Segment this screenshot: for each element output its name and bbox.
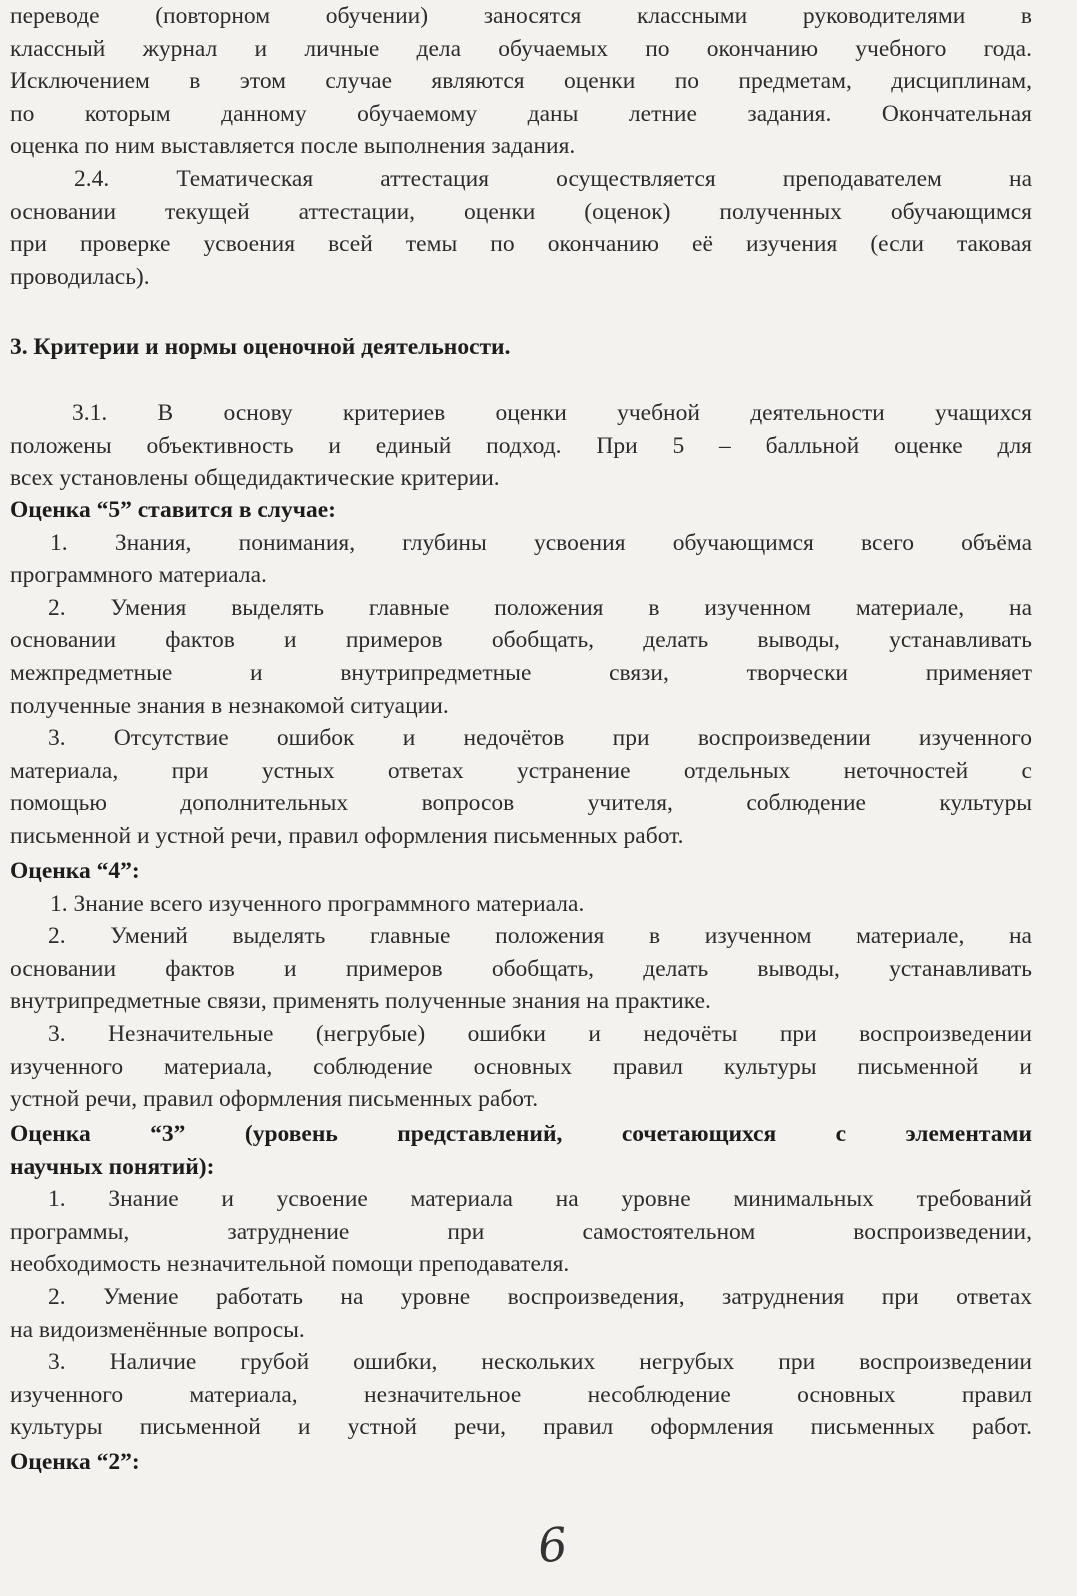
text-line: при проверке усвоения всей темы по окончанию её изучения (если таковая xyxy=(10,231,1032,258)
text-line: положены объективность и единый подход. При 5 – балльной оценке для xyxy=(10,432,1032,459)
paragraph-2-4 xyxy=(10,163,1032,293)
grade-2-title: Оценка “2”: xyxy=(10,1449,140,1475)
text-line: классный журнал и личные дела обучаемых по окончанию учебного года. xyxy=(10,35,1032,62)
list-item: 1. Знание всего изученного программного материала. xyxy=(50,890,585,917)
text-line: Исключением в этом случае являются оценки по предметам, дисциплинам, xyxy=(10,68,1032,95)
list-item-cont: программного материала. xyxy=(10,562,267,589)
list-item-cont: изученного материала, соблюдение основных правил культуры письменной и xyxy=(10,1053,1032,1080)
list-item-cont: на видоизменённые вопросы. xyxy=(10,1316,305,1343)
text-line: 2.4. Тематическая аттестация осуществляется преподавателем на xyxy=(74,166,1032,192)
grade-5-title: Оценка “5” ставится в случае: xyxy=(10,497,337,523)
grade-3-title-cont: научных понятий): xyxy=(10,1153,215,1180)
list-item-cont: устной речи, правил оформления письменных работ. xyxy=(10,1086,539,1113)
list-item: 3. Наличие грубой ошибки, нескольких негрубых при воспроизведении xyxy=(48,1349,1032,1376)
text-line: переводе (повторном обучении) заносятся классными руководителями в xyxy=(10,3,1032,29)
list-item: 2. Умения выделять главные положения в изученном материале, на xyxy=(48,594,1032,621)
grade-3-title: Оценка “3” (уровень представлений, сочетающихся с элементами xyxy=(10,1121,1032,1147)
list-item-cont: необходимость незначительной помощи преподавателя. xyxy=(10,1251,570,1278)
grade-5-section xyxy=(10,494,1032,853)
grade-2-section xyxy=(10,1446,1032,1479)
list-item: 2. Умение работать на уровне воспроизведения, затруднения при ответах xyxy=(48,1283,1032,1310)
paragraph-3-1 xyxy=(10,397,1032,495)
list-item-cont: материала, при устных ответах устранение отдельных неточностей с xyxy=(10,757,1032,784)
list-item: 3. Незначительные (негрубые) ошибки и недочёты при воспроизведении xyxy=(48,1020,1032,1047)
list-item-cont: полученные знания в незнакомой ситуации. xyxy=(10,692,449,719)
list-item-cont: изученного материала, незначительное несоблюдение основных правил xyxy=(10,1381,1032,1408)
list-item-cont: основании фактов и примеров обобщать, делать выводы, устанавливать xyxy=(10,955,1032,982)
list-item-cont: программы, затруднение при самостоятельном воспроизведении, xyxy=(10,1218,1032,1245)
list-item: 2. Умений выделять главные положения в изученном материале, на xyxy=(48,923,1032,950)
grade-3-section xyxy=(10,1118,1032,1444)
text-line: всех установлены общедидактические критерии. xyxy=(10,465,500,492)
text-line: основании текущей аттестации, оценки (оценок) полученных обучающимся xyxy=(10,198,1032,225)
list-item: 3. Отсутствие ошибок и недочётов при воспроизведении изученного xyxy=(48,725,1032,752)
text-line: оценка по ним выставляется после выполнения задания. xyxy=(10,133,576,160)
list-item-cont: внутрипредметные связи, применять полученные знания на практике. xyxy=(10,988,711,1015)
list-item: 1. Знания, понимания, глубины усвоения обучающимся всего объёма xyxy=(50,529,1032,556)
list-item-cont: межпредметные и внутрипредметные связи, творчески применяет xyxy=(10,659,1032,686)
section-heading: 3. Критерии и нормы оценочной деятельности. xyxy=(10,334,511,360)
list-item-cont: помощью дополнительных вопросов учителя, соблюдение культуры xyxy=(10,790,1032,817)
text-line: по которым данному обучаемому даны летние задания. Окончательная xyxy=(10,100,1032,127)
list-item-cont: письменной и устной речи, правил оформления письменных работ. xyxy=(10,822,684,849)
text-line: проводилась). xyxy=(10,263,150,290)
grade-4-title: Оценка “4”: xyxy=(10,858,140,884)
list-item: 1. Знание и усвоение материала на уровне минимальных требований xyxy=(48,1186,1032,1213)
page-number: 6 xyxy=(535,1516,571,1574)
text-line: 3.1. В основу критериев оценки учебной деятельности учащихся xyxy=(72,400,1032,426)
list-item-cont: основании фактов и примеров обобщать, делать выводы, устанавливать xyxy=(10,627,1032,654)
paragraph-2-3-continued xyxy=(10,0,1032,163)
grade-4-section xyxy=(10,855,1032,1116)
list-item-cont: культуры письменной и устной речи, правил оформления письменных работ. xyxy=(10,1414,1032,1441)
